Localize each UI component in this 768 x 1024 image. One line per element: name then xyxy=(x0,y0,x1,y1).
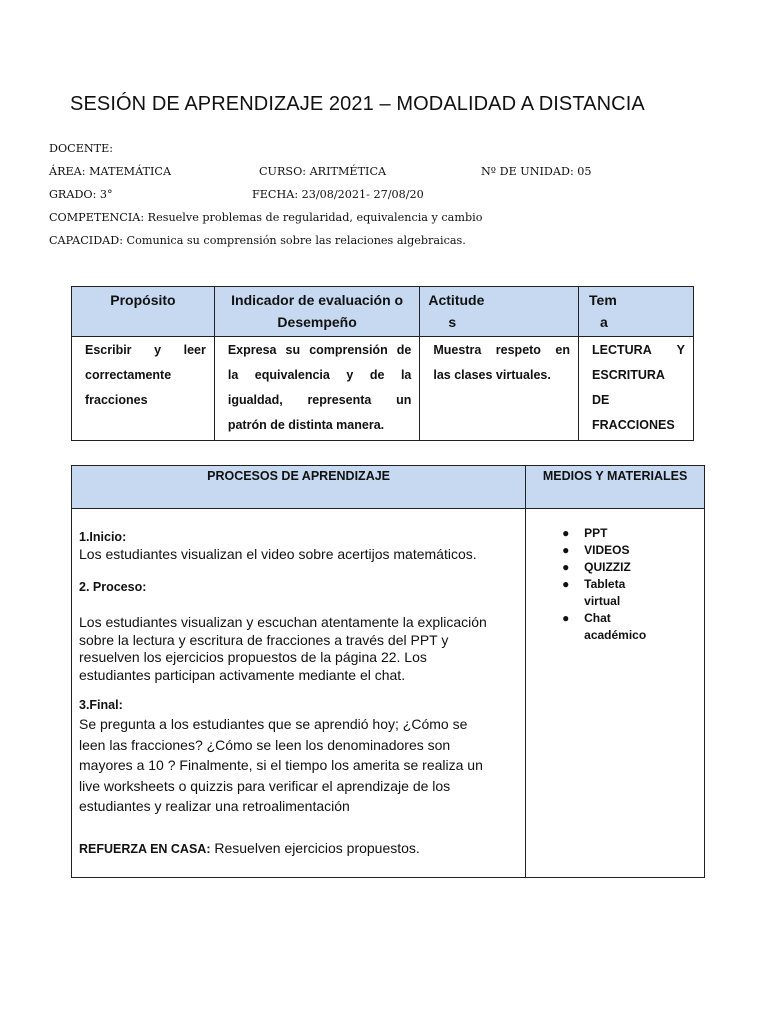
process-table-body xyxy=(72,509,705,878)
session-table-header xyxy=(72,287,694,337)
session-table xyxy=(71,286,694,441)
process-content xyxy=(72,509,526,878)
session-table-row xyxy=(72,337,694,441)
proceso-label: 2. Proceso: xyxy=(79,580,147,594)
material-item: ● Tableta virtual xyxy=(562,577,626,608)
material-item: ● VIDEOS xyxy=(562,543,630,557)
material-item: ● PPT xyxy=(562,526,608,540)
learning-process-table xyxy=(71,465,705,878)
process-table-header xyxy=(72,466,705,509)
cell-indicador: Expresa su comprensión de la equivalencia y de la igualdad, representa un patrón de distinta manera. xyxy=(214,337,420,441)
curso-text: CURSO: ARITMÉTICA xyxy=(259,165,387,178)
docente-label: DOCENTE: xyxy=(49,142,114,155)
cell-actitudes: Muestra respeto en las clases virtuales. xyxy=(420,337,579,441)
final-label: 3.Final: xyxy=(79,698,123,712)
inicio-label: 1.Inicio: xyxy=(79,530,127,544)
proceso-text: Los estudiantes visualizan y escuchan atentamente la explicación sobre la lectura y escritura de fracciones a través del PPT y resuelven los ejercicios propuestos de la página 22. Los estudiantes participan activamente mediante el chat. xyxy=(79,614,487,683)
refuerza-text: Resuelven ejercicios propuestos. xyxy=(210,839,420,856)
inicio-text: Los estudiantes visualizan el video sobre acertijos matemáticos. xyxy=(79,546,477,562)
fecha-text: FECHA: 23/08/2021- 27/08/20 xyxy=(252,188,424,201)
refuerza-label: REFUERZA EN CASA: xyxy=(79,841,211,856)
page-title: SESIÓN DE APRENDIZAJE 2021 – MODALIDAD A DISTANCIA xyxy=(70,93,645,115)
header-medios: MEDIOS Y MATERIALES xyxy=(526,466,705,509)
competencia-text: COMPETENCIA: Resuelve problemas de regularidad, equivalencia y cambio xyxy=(49,211,483,224)
capacidad-text: CAPACIDAD: Comunica su comprensión sobre las relaciones algebraicas. xyxy=(49,234,466,247)
materials-cell xyxy=(526,509,705,878)
header-actitudes: Actitude s xyxy=(420,287,579,337)
material-item: ● Chat académico xyxy=(562,611,647,642)
final-text: Se pregunta a los estudiantes que se aprendió hoy; ¿Cómo se leen las fracciones? ¿Cómo se leen los denominadores son mayores a 10 ? Finalmente, si el tiempo los amerita se realiza un live worksheets o quizzis para verificar el aprendizaje de los estudiantes y realizar una retroalimentación xyxy=(79,716,483,814)
material-item: ● QUIZZIZ xyxy=(562,560,631,574)
materials-list xyxy=(556,525,704,644)
cell-proposito: Escribir y leer correctamente fracciones xyxy=(72,337,215,441)
grado-text: GRADO: 3° xyxy=(49,188,113,201)
header-indicador: Indicador de evaluación o Desempeño xyxy=(214,287,420,337)
unidad-text: Nº DE UNIDAD: 05 xyxy=(481,165,592,178)
header-proposito: Propósito xyxy=(72,287,215,337)
cell-tema: LECTURA Y ESCRITURA DE FRACCIONES xyxy=(579,337,694,441)
refuerza-line xyxy=(79,839,517,858)
header-tema: Tem a xyxy=(579,287,694,337)
area-text: ÁREA: MATEMÁTICA xyxy=(49,165,172,178)
header-procesos: PROCESOS DE APRENDIZAJE xyxy=(72,466,526,509)
